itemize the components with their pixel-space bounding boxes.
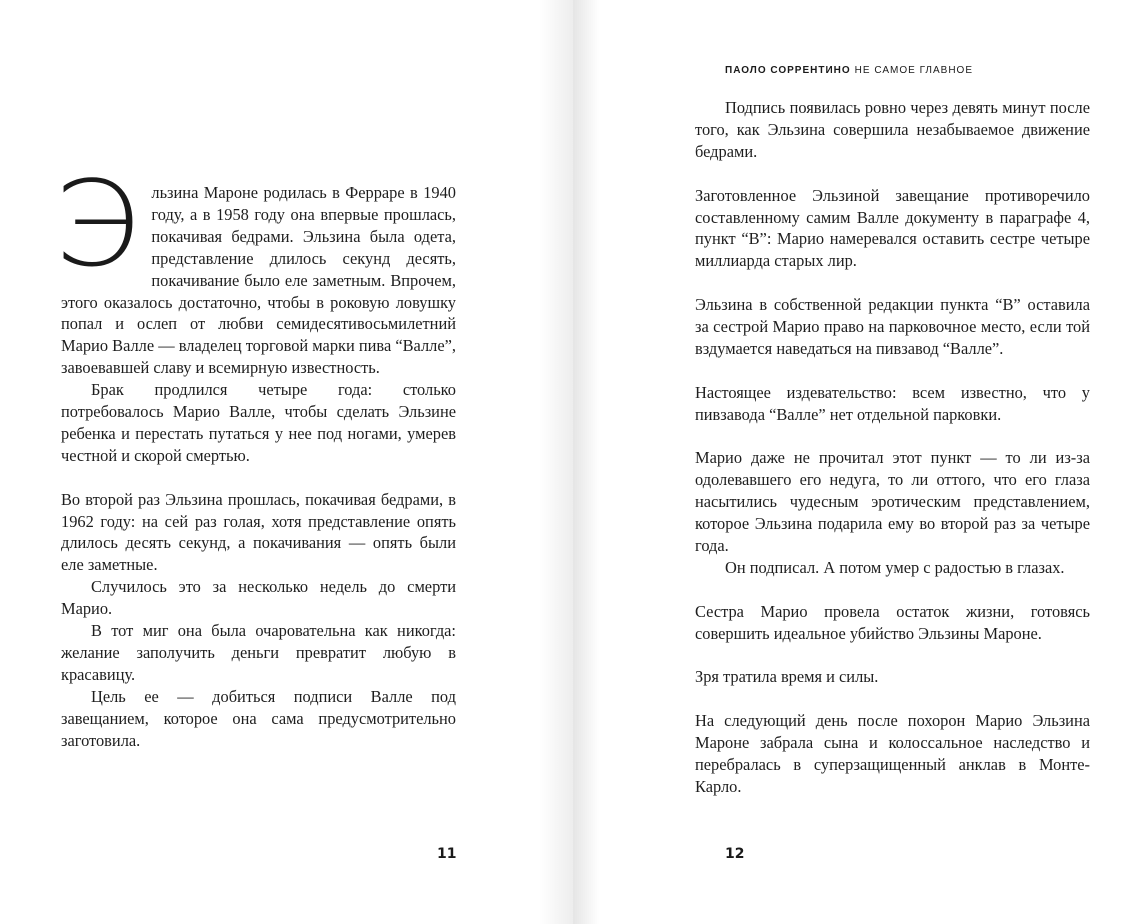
paragraph: Подпись появилась ровно через девять минут после того, как Эльзина совершила незабываемое движение бедрами.: [695, 98, 1090, 161]
paragraph: Брак продлился четыре года: столько потребовалось Марио Валле, чтобы сделать Эльзине ребенка и перестать путаться у нее под ногами, умерев честной и скорой смертью.: [61, 380, 456, 465]
opening-paragraph: [53, 155, 456, 379]
right-page-text: [695, 97, 1090, 798]
paragraph: Сестра Марио провела остаток жизни, готовясь совершить идеальное убийство Эльзины Мароне.: [695, 601, 1090, 643]
paragraph: Случилось это за несколько недель до смерти Марио.: [61, 577, 456, 619]
left-page-text: [53, 155, 456, 752]
paragraph: Эльзина в собственной редакции пункта “В” оставила за сестрой Марио право на парковочное место, если той вздумается наведаться на пивзавод “Валле”.: [695, 295, 1090, 358]
gutter-shadow: [539, 0, 573, 924]
page-number-right: 12: [725, 846, 745, 862]
running-head: [725, 65, 973, 76]
opening-paragraph-text: льзина Мароне родилась в Ферраре в 1940 году, а в 1958 году она впервые прошлась, покачивая бедрами. Эльзина была одета, представление длилось секунд десять, покачивание было еле заметным. Впрочем, этого оказалось достаточно, чтобы в роковую ловушку попал и ослеп от любви семидесятивосьмилетний Марио Валле — владелец торговой марки пива “Валле”, завоевавшей славу и всемирную известность.: [61, 183, 456, 378]
paragraph: Настоящее издевательство: всем известно, что у пивзавода “Валле” нет отдельной парковки.: [695, 382, 1090, 424]
paragraph: Цель ее — добиться подписи Валле под завещанием, которое она сама предусмотрительно заготовила.: [61, 686, 456, 750]
page-number-left: 11: [437, 846, 457, 862]
running-head-author: ПАОЛО СОРРЕНТИНО: [725, 65, 851, 76]
paragraph: Он подписал. А потом умер с радостью в глазах.: [725, 557, 1065, 577]
paragraph: В тот миг она была очаровательна как никогда: желание заполучить деньги превратит любую в красавицу.: [61, 621, 456, 684]
paragraph: Во второй раз Эльзина прошлась, покачивая бедрами, в 1962 году: на сей раз голая, хотя представление опять длилось десять секунд, а покачивания — опять были еле заметные.: [61, 489, 456, 575]
paragraph: На следующий день после похорон Марио Эльзина Мароне забрала сына и колоссальное наследство и перебралась в суперзащищенный анклав в Монте-Карло.: [695, 711, 1090, 796]
paragraph: Заготовленное Эльзиной завещание противоречило составленному самим Валле документу в параграфе 4, пункт “В”: Марио намеревался оставить сестре четыре миллиарда старых лир.: [695, 185, 1090, 271]
paragraph: Зря тратила время и силы.: [695, 667, 879, 687]
running-head-title: НЕ САМОЕ ГЛАВНОЕ: [854, 65, 973, 76]
paragraph: Марио даже не прочитал этот пункт — то ли из-за одолевавшего его недуга, то ли оттого, что его глаза насытились чудесным эротическим представлением, которое Эльзина подарила ему во второй раз за четыре года.: [695, 448, 1090, 556]
gutter-shadow: [573, 0, 599, 924]
drop-cap: Э: [53, 155, 140, 293]
